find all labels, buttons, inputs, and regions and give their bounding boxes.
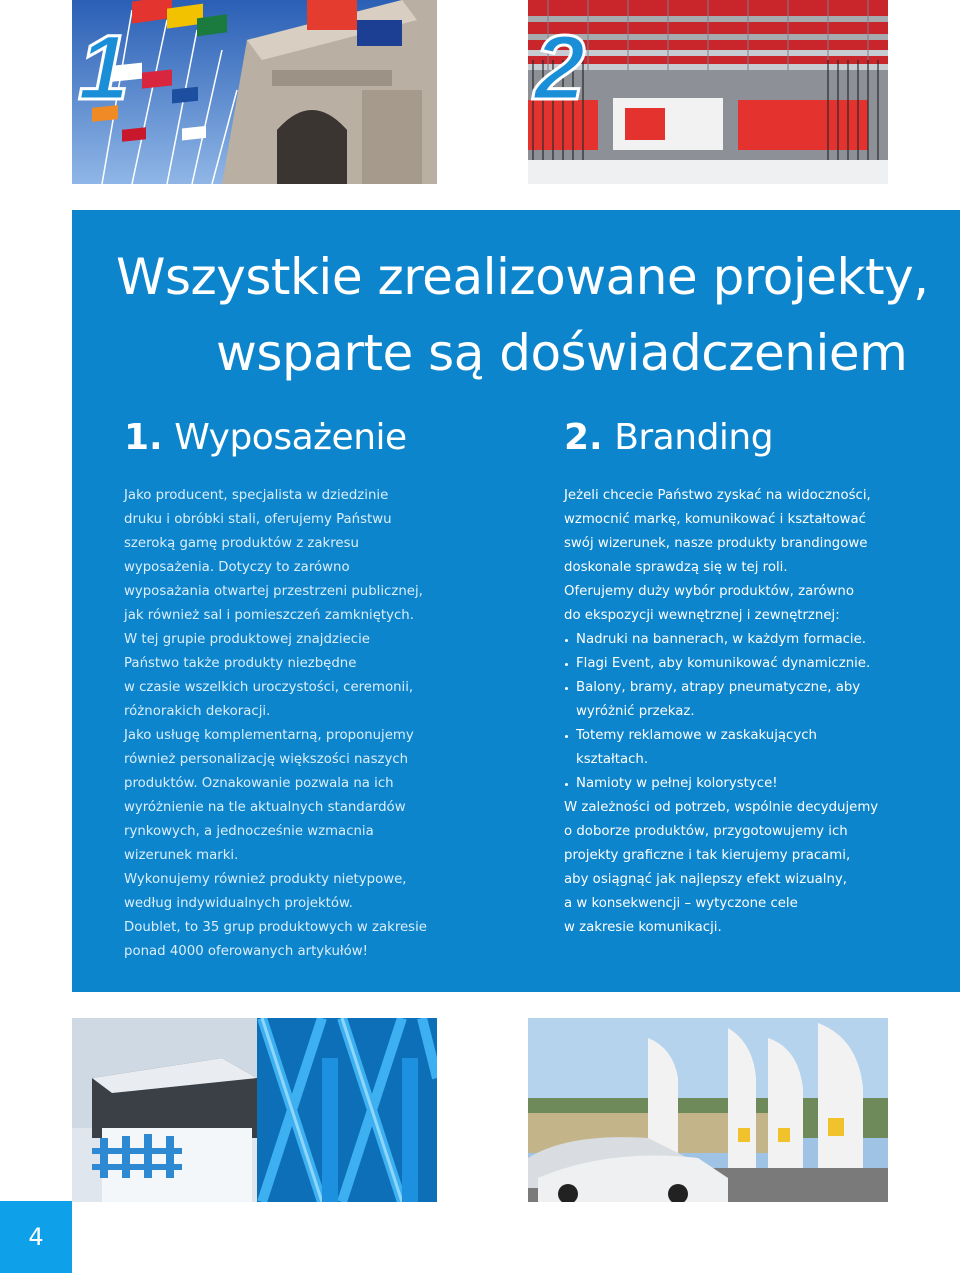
equipment-line: Wykonujemy również produkty nietypowe, bbox=[124, 872, 407, 887]
branding-closing-line: projekty graficzne i tak kierujemy pracami, bbox=[564, 848, 851, 863]
branding-line: doskonale sprawdzą się w tej roli. bbox=[564, 560, 788, 575]
photo-number-2: 2 bbox=[534, 17, 584, 119]
branding-closing-line: aby osiągnąć jak najlepszy efekt wizualny, bbox=[564, 872, 848, 887]
section-number-2: 2. bbox=[564, 417, 603, 458]
photo-event-flags-cars bbox=[528, 1018, 888, 1202]
section-title-branding bbox=[564, 417, 774, 458]
headline-line-1: Wszystkie zrealizowane projekty, bbox=[116, 248, 929, 306]
branding-text bbox=[564, 484, 878, 940]
equipment-line: różnorakich dekoracji. bbox=[124, 704, 271, 719]
branding-line: wzmocnić markę, komunikować i kształtować bbox=[564, 512, 866, 527]
page-number-box bbox=[0, 1201, 72, 1273]
equipment-line: w czasie wszelkich uroczystości, ceremonii, bbox=[124, 680, 414, 695]
equipment-text bbox=[124, 484, 427, 964]
equipment-line: Jako usługę komplementarną, proponujemy bbox=[124, 728, 414, 743]
branding-closing-line: W zależności od potrzeb, wspólnie decydujemy bbox=[564, 800, 879, 815]
branding-bullet-continuation: kształtach. bbox=[576, 752, 649, 767]
equipment-line: ponad 4000 oferowanych artykułów! bbox=[124, 944, 369, 959]
equipment-line: wizerunek marki. bbox=[124, 848, 239, 863]
branding-closing-line: o doborze produktów, przygotowujemy ich bbox=[564, 824, 848, 839]
page-number: 4 bbox=[28, 1223, 44, 1251]
branding-closing-line: w zakresie komunikacji. bbox=[564, 920, 722, 935]
content-panel bbox=[72, 210, 960, 992]
section-title-equipment bbox=[124, 417, 407, 458]
equipment-line: rynkowych, a jednocześnie wzmacnia bbox=[124, 824, 374, 839]
equipment-line: druku i obróbki stali, oferujemy Państwu bbox=[124, 512, 392, 527]
branding-bullet-item: Nadruki na bannerach, w każdym formacie. bbox=[564, 628, 878, 652]
branding-line: do ekspozycji wewnętrznej i zewnętrznej: bbox=[564, 608, 840, 623]
branding-bullet-item: Totemy reklamowe w zaskakujących bbox=[564, 724, 878, 748]
equipment-line: wyposażenia. Dotyczy to zarówno bbox=[124, 560, 350, 575]
headline-line-2: wsparte są doświadczeniem bbox=[216, 324, 908, 382]
branding-line: Jeżeli chcecie Państwo zyskać na widoczności, bbox=[564, 488, 871, 503]
equipment-line: jak również sal i pomieszczeń zamkniętych. bbox=[124, 608, 414, 623]
equipment-line: wyposażania otwartej przestrzeni publicznej, bbox=[124, 584, 423, 599]
branding-bullet-continuation: wyróżnić przekaz. bbox=[576, 704, 695, 719]
equipment-line: Doublet, to 35 grup produktowych w zakresie bbox=[124, 920, 427, 935]
branding-bullet-item: Flagi Event, aby komunikować dynamicznie. bbox=[564, 652, 878, 676]
photo-snow-barriers bbox=[72, 1018, 437, 1202]
branding-line: swój wizerunek, nasze produkty brandingowe bbox=[564, 536, 868, 551]
section-number-1: 1. bbox=[124, 417, 163, 458]
equipment-line: również personalizację większości naszych bbox=[124, 752, 409, 767]
branding-line: Oferujemy duży wybór produktów, zarówno bbox=[564, 584, 854, 599]
equipment-line: według indywidualnych projektów. bbox=[124, 896, 353, 911]
equipment-line: Państwo także produkty niezbędne bbox=[124, 656, 357, 671]
equipment-line: wyróżnienie na tle aktualnych standardów bbox=[124, 800, 406, 815]
equipment-line: szeroką gamę produktów z zakresu bbox=[124, 536, 359, 551]
photo-number-1: 1 bbox=[78, 17, 128, 119]
section-label-equipment: Wyposażenie bbox=[174, 417, 407, 458]
branding-bullet-item: Balony, bramy, atrapy pneumatyczne, aby bbox=[564, 676, 878, 700]
branding-closing-line: a w konsekwencji – wytyczone cele bbox=[564, 896, 798, 911]
equipment-line: Jako producent, specjalista w dziedzinie bbox=[124, 488, 389, 503]
section-label-branding: Branding bbox=[614, 417, 774, 458]
equipment-line: produktów. Oznakowanie pozwala na ich bbox=[124, 776, 394, 791]
equipment-line: W tej grupie produktowej znajdziecie bbox=[124, 632, 370, 647]
branding-bullet-item: Namioty w pełnej kolorystyce! bbox=[564, 772, 878, 796]
